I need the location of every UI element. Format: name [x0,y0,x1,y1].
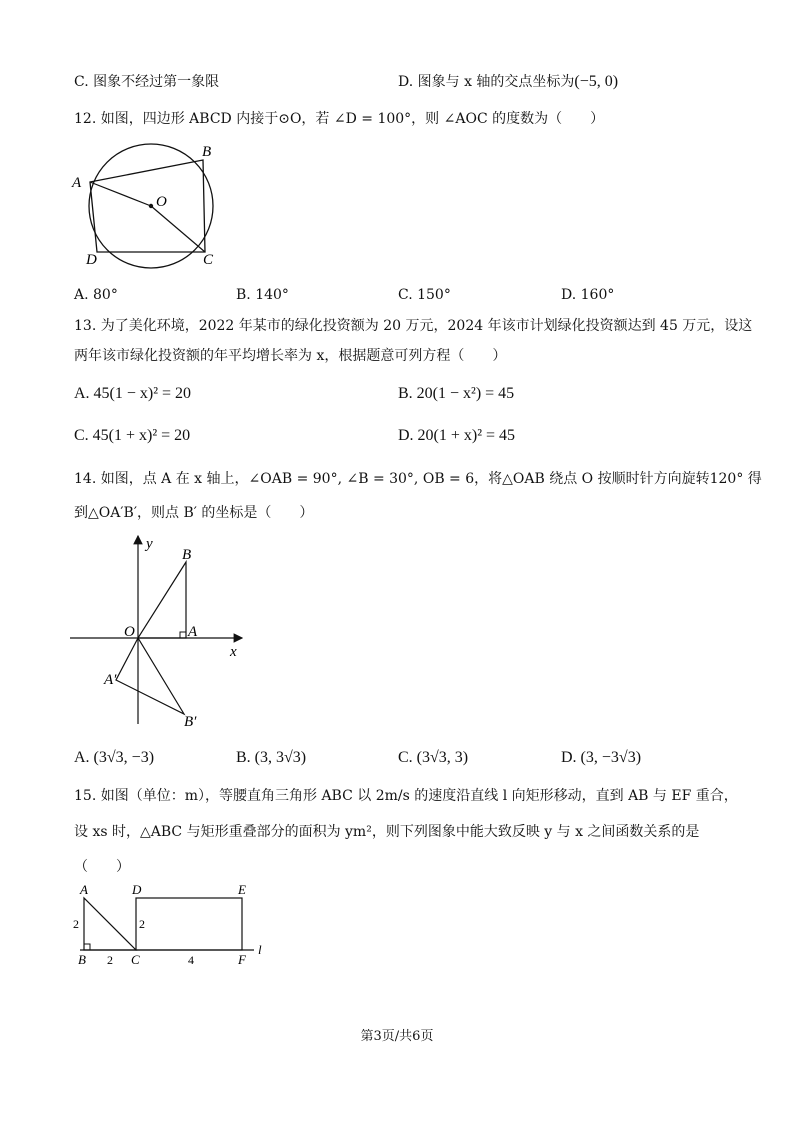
q15-label-a: A [80,882,88,897]
q15-label-b: B [78,952,86,967]
q12-label-a: A [72,175,82,191]
q14-stem-line2: 到△OA′B′，则点 B′ 的坐标是（ ） [74,505,314,521]
q15-stem-line1: 15. 如图（单位：m），等腰直角三角形 ABC 以 2m/s 的速度沿直线 l 向矩形移动，直到 AB 与 EF 重合， [74,788,738,804]
q12-option-d: D. 160° [561,287,615,303]
q14-label-a: A [188,624,198,640]
q13-stem-line2: 两年该市绿化投资额的年平均增长率为 x，根据题意可列方程（ ） [74,348,507,364]
q14-triangle-oa1b1 [116,638,184,714]
q12-label-o: O [156,194,167,210]
q14-label-x: x [230,644,237,660]
q14-option-b: B. (3, 3√3) [236,749,307,766]
q12-quadrilateral [90,160,205,252]
q15-label-c: C [131,952,140,967]
q13-option-a: A. 45(1 − x)² = 20 [74,385,192,402]
q14-label-b: B [182,547,192,563]
q15-label-e: E [238,882,246,897]
q12-option-a: A. 80° [74,287,118,303]
q15-label-ab-length: 2 [73,917,79,931]
q11-option-d-text: D. 图象与 x 轴的交点坐标为 [398,74,575,90]
q15-triangle-abc [84,898,136,950]
q12-option-c: C. 150° [398,287,451,303]
q14-label-o: O [124,624,135,640]
q14-option-a: A. (3√3, −3) [74,749,155,766]
q15-label-f: F [238,952,246,967]
q11-option-d-coord: (−5, 0) [574,73,619,90]
q15-label-l: l [258,942,262,957]
q12-label-c: C [203,252,214,268]
q12-stem: 12. 如图，四边形 ABCD 内接于⊙O，若 ∠D = 100°，则 ∠AOC 的度数为（ ） [74,111,605,127]
q14-option-d: D. (3, −3√3) [561,749,642,766]
q12-label-d: D [86,252,97,268]
q13-stem-line1: 13. 为了美化环境，2022 年某市的绿化投资额为 20 万元，2024 年该市计划绿化投资额达到 45 万元，设这 [74,318,753,334]
q15-triangle-rectangle-figure [70,880,270,970]
q15-label-bc-length: 2 [107,953,113,967]
q12-label-b: B [202,144,212,160]
q14-coordinate-figure [70,532,250,732]
q14-triangle-oab [138,562,186,638]
q15-rectangle-dcfe [136,898,242,950]
q14-label-b-prime: B′ [184,714,197,730]
q14-stem-line1: 14. 如图，点 A 在 x 轴上，∠OAB = 90°, ∠B = 30°, OB = 6，将△OAB 绕点 O 按顺时针方向旋转120° 得 [74,471,762,487]
q13-option-d: D. 20(1 + x)² = 45 [398,427,516,444]
q12-circle-figure [68,140,238,270]
q15-stem-line2: 设 xs 时，△ABC 与矩形重叠部分的面积为 ym²，则下列图象中能大致反映 y 与 x 之间函数关系的是 [74,824,700,840]
q15-label-cf-length: 4 [188,953,194,967]
q13-option-b: B. 20(1 − x²) = 45 [398,385,515,402]
q14-label-a-prime: A′ [104,672,117,688]
q11-option-d [398,72,618,92]
page-footer: 第3页/共6页 [360,1029,434,1044]
q12-segment-ao [90,182,151,206]
q12-segment-oc [151,206,205,252]
q14-option-c: C. (3√3, 3) [398,749,469,766]
q12-option-b: B. 140° [236,287,289,303]
q15-stem-line3: （ ） [74,859,130,875]
q14-right-angle-mark [180,632,186,638]
q14-label-y: y [146,536,153,552]
q12-center-dot [149,204,153,208]
q15-right-angle-mark [84,944,90,950]
q15-label-dc-length: 2 [139,917,145,931]
q13-option-c: C. 45(1 + x)² = 20 [74,427,191,444]
q15-label-d: D [132,882,142,897]
q11-option-c: C. 图象不经过第一象限 [74,74,220,90]
